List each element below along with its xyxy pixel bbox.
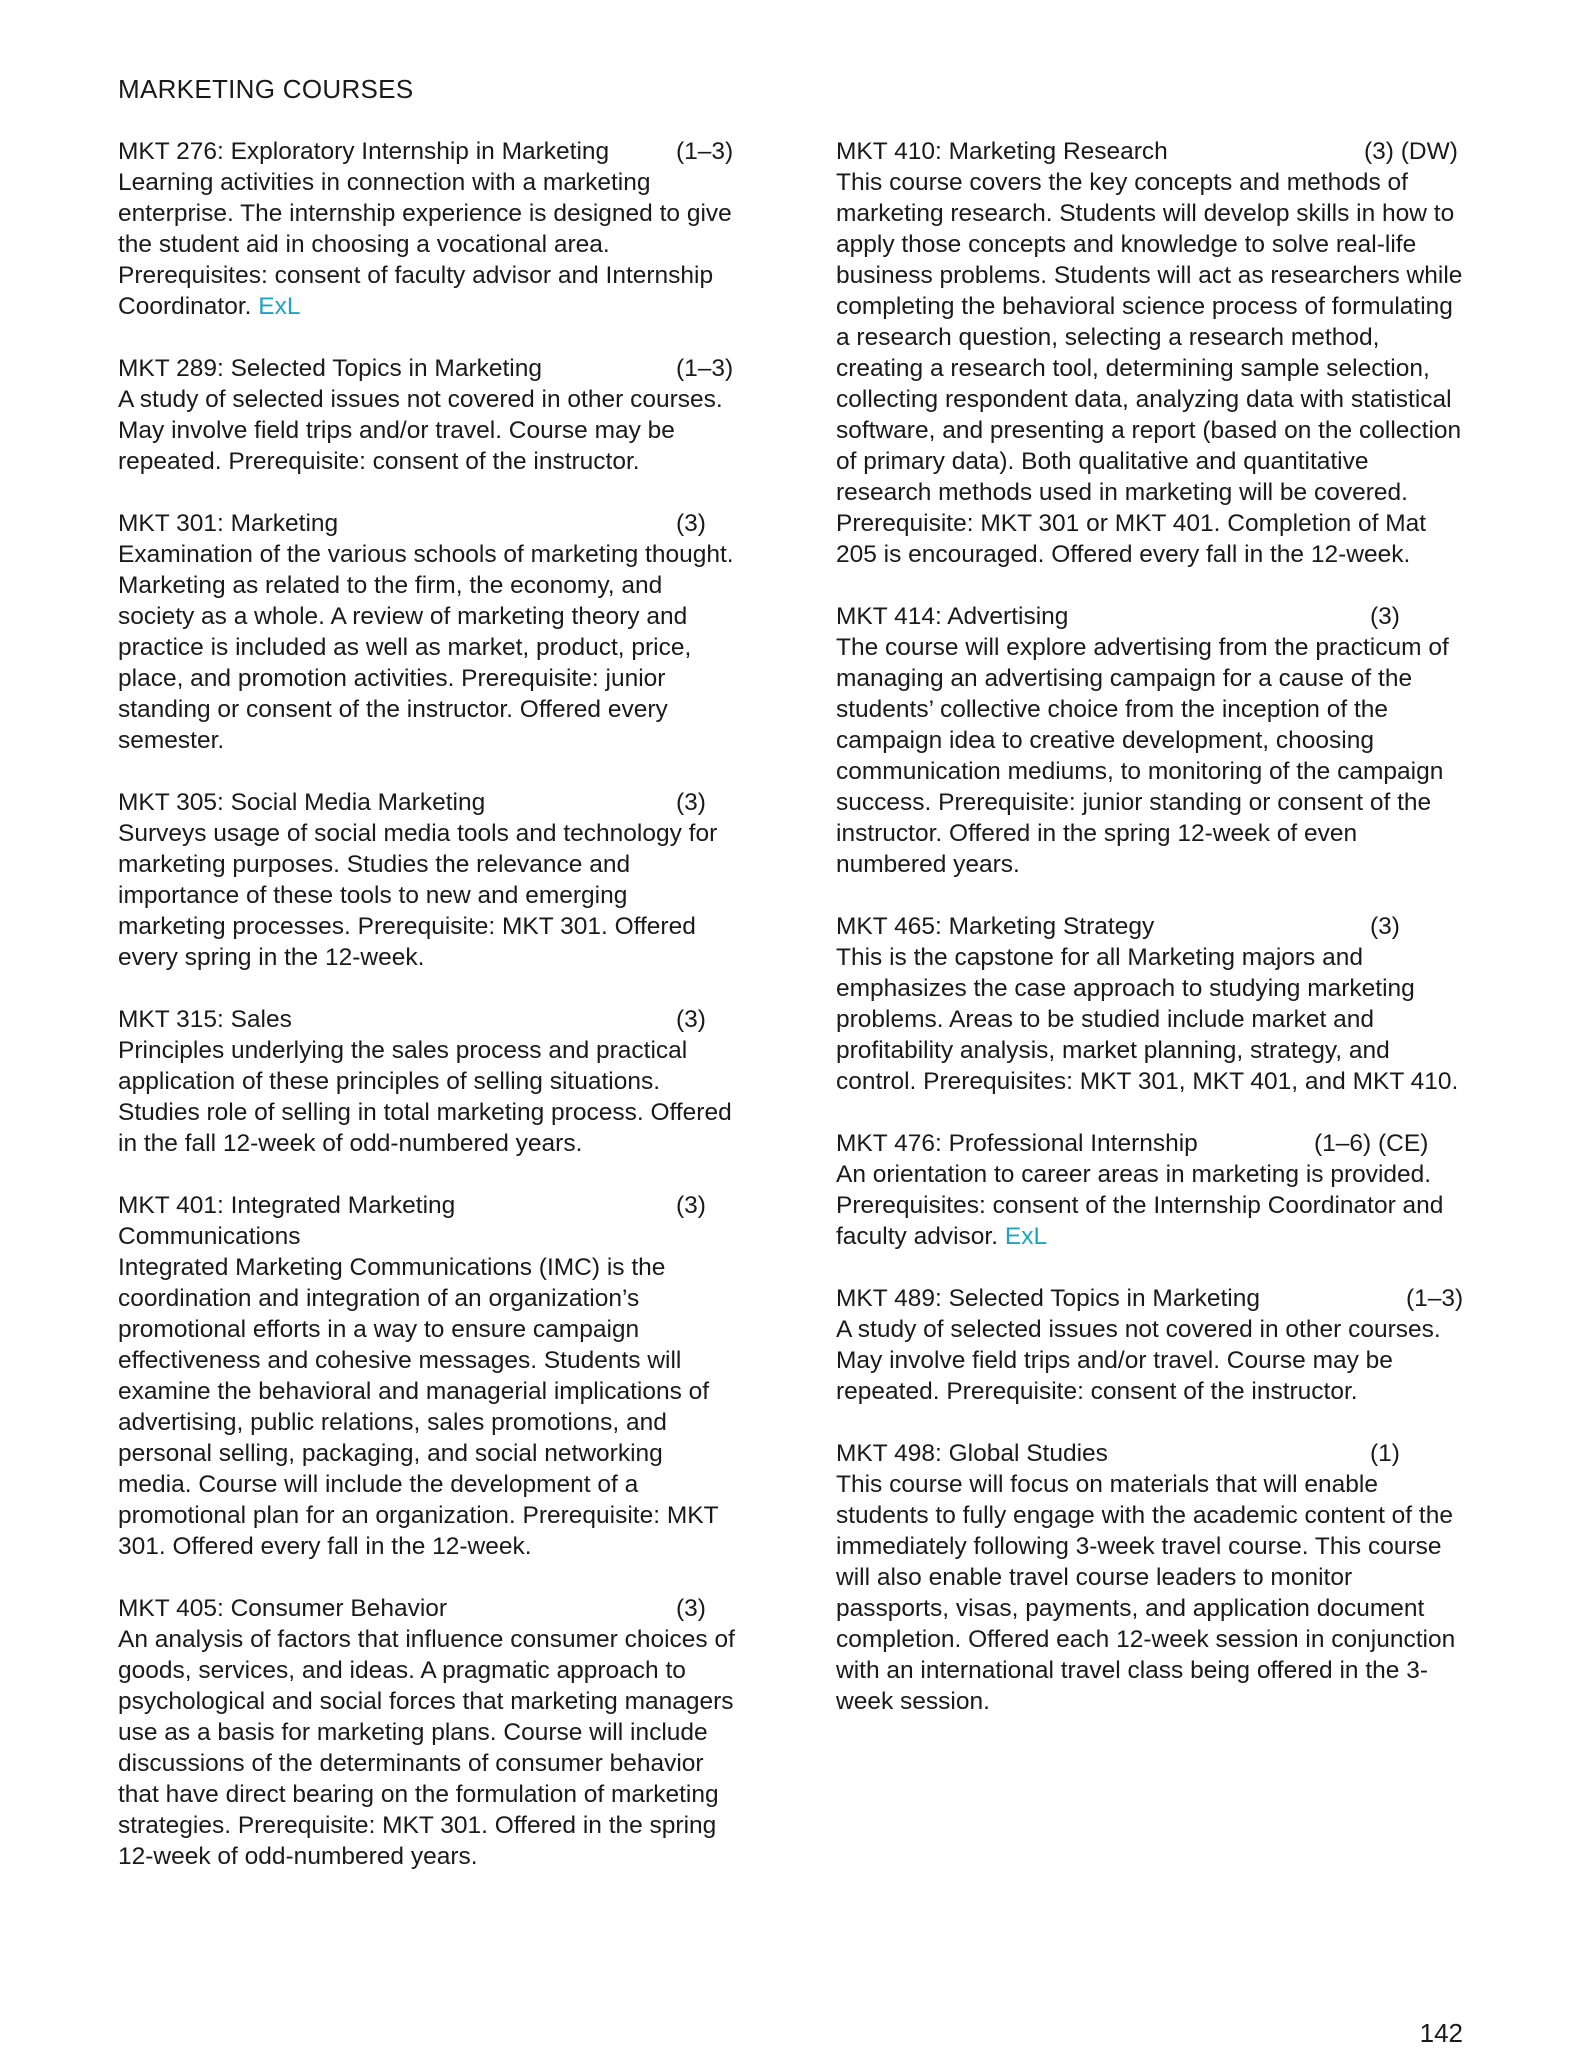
course-title: MKT 289: Selected Topics in Marketing [118, 355, 542, 382]
course-title: MKT 405: Consumer Behavior [118, 1595, 448, 1622]
experiential-learning-tag: ExL [1004, 1223, 1048, 1250]
course-description: This course will focus on materials that will enable students to fully engage with the academic content of the immediately following 3-week travel course. This course will also enable travel course leaders to monitor passports, visas, payments, and application document completion. Offered each 12-week session in conjunction with an international travel class being offered in the 3-week session. [836, 1471, 1456, 1715]
course-description: Integrated Marketing Communications (IMC) is the coordination and integration of an organization’s promotional efforts in a way to ensure campaign effectiveness and cohesive messages. Students will examine the behavioral and managerial implications of advertising, public relations, sales promotions, and personal selling, packaging, and social networking media. Course will include the development of a promotional plan for an organization. Prerequisite: MKT 301. Offered every fall in the 12-week. [118, 1254, 719, 1560]
course-credit: (3) [1370, 603, 1400, 630]
course-header [836, 1438, 1466, 1469]
course-header [836, 136, 1466, 167]
course-description: An analysis of factors that influence consumer choices of goods, services, and ideas. A pragmatic approach to psychological and social forces that marketing managers use as a basis for marketing plans. Course will include discussions of the determinants of consumer behavior that have direct bearing on the formulation of marketing strategies. Prerequisite: MKT 301. Offered in the spring 12-week of odd-numbered years. [118, 1626, 735, 1870]
course-title: MKT 476: Professional Internship [836, 1130, 1198, 1157]
course-credit: (3) (DW) [1364, 138, 1458, 165]
course-entry [118, 1004, 740, 1159]
page-heading: MARKETING COURSES [118, 74, 414, 104]
course-title: MKT 276: Exploratory Internship in Marketing [118, 138, 610, 165]
course-credit: (3) [676, 1192, 706, 1219]
course-title: MKT 301: Marketing [118, 510, 339, 537]
page-number: 142 [1419, 2018, 1463, 2048]
course-header [836, 1128, 1466, 1159]
course-entry [118, 353, 740, 477]
course-entry [118, 508, 740, 756]
course-description: A study of selected issues not covered in other courses. May involve field trips and/or travel. Course may be repeated. Prerequisite: consent of the instructor. [836, 1316, 1441, 1405]
course-title: MKT 414: Advertising [836, 603, 1069, 630]
course-credit: (3) [676, 1595, 706, 1622]
right-column [836, 136, 1466, 1748]
course-title-text: MKT 401: Integrated Marketing Communications [118, 1192, 456, 1250]
course-entry [118, 787, 740, 973]
course-credit: (3) [676, 1006, 706, 1033]
experiential-learning-tag: ExL [258, 293, 301, 320]
course-credit: (1) [1370, 1440, 1400, 1467]
course-entry [836, 911, 1466, 1097]
course-entry [836, 1128, 1466, 1252]
course-header [118, 1004, 740, 1035]
course-header [118, 1190, 740, 1252]
course-header [118, 787, 740, 818]
course-credit: (1–3) [676, 355, 734, 382]
course-header [118, 1593, 740, 1624]
course-description: Surveys usage of social media tools and technology for marketing purposes. Studies the relevance and importance of these tools to new and emerging marketing processes. Prerequisite: MKT 301. Offered every spring in the 12-week. [118, 820, 718, 971]
course-header [836, 911, 1466, 942]
course-description: This is the capstone for all Marketing majors and emphasizes the case approach to studying marketing problems. Areas to be studied include market and profitability analysis, market planning, strategy, and control. Prerequisites: MKT 301, MKT 401, and MKT 410. [836, 944, 1459, 1095]
course-header [118, 353, 740, 384]
course-header [836, 601, 1466, 632]
course-entry [836, 136, 1466, 570]
course-title: MKT 315: Sales [118, 1006, 292, 1033]
course-header [118, 136, 740, 167]
course-entry [836, 1438, 1466, 1717]
course-entry [836, 1283, 1466, 1407]
course-description: The course will explore advertising from the practicum of managing an advertising campaign for a cause of the students’ collective choice from the inception of the campaign idea to creative development, choosing communication mediums, to monitoring of the campaign success. Prerequisite: junior standing or consent of the instructor. Offered in the spring 12-week of even numbered years. [836, 634, 1449, 878]
course-credit: (3) [676, 510, 706, 537]
course-credit: (1–3) [1406, 1285, 1464, 1312]
course-credit: (3) [676, 789, 706, 816]
course-description: Principles underlying the sales process and practical application of these principles of selling situations. Studies role of selling in total marketing process. Offered in the fall 12-week of odd-numbered years. [118, 1037, 732, 1157]
course-entry [118, 1593, 740, 1872]
course-title: MKT 410: Marketing Research [836, 138, 1168, 165]
course-title: MKT 489: Selected Topics in Marketing [836, 1285, 1260, 1312]
course-title [118, 1190, 676, 1252]
course-entry [118, 1190, 740, 1562]
course-description-text: Learning activities in connection with a marketing enterprise. The internship experience is designed to give the student aid in choosing a vocational area. Prerequisites: consent of faculty advisor and Internship Coordinator. [118, 169, 732, 320]
course-description-text: An orientation to career areas in marketing is provided. Prerequisites: consent of the Internship Coordinator and faculty advisor. [836, 1161, 1444, 1250]
course-credit: (1–6) (CE) [1314, 1130, 1429, 1157]
course-description: This course covers the key concepts and methods of marketing research. Students will develop skills in how to apply those concepts and knowledge to solve real-life business problems. Students will act as researchers while completing the behavioral science process of formulating a research question, selecting a research method, creating a research tool, determining sample selection, collecting respondent data, analyzing data with statistical software, and presenting a report (based on the collection of primary data). Both qualitative and quantitative research methods used in marketing will be covered. Prerequisite: MKT 301 or MKT 401. Completion of Mat 205 is encouraged. Offered every fall in the 12-week. [836, 169, 1463, 568]
course-entry [118, 136, 740, 322]
course-header [118, 508, 740, 539]
course-description: Examination of the various schools of marketing thought. Marketing as related to the firm, the economy, and society as a whole. A review of marketing theory and practice is included as well as market, product, price, place, and promotion activities. Prerequisite: junior standing or consent of the instructor. Offered every semester. [118, 541, 734, 754]
course-title: MKT 305: Social Media Marketing [118, 789, 486, 816]
course-header [836, 1283, 1466, 1314]
course-description [118, 167, 740, 322]
left-column [118, 136, 740, 1903]
course-description [836, 1159, 1466, 1252]
course-entry [836, 601, 1466, 880]
course-title: MKT 498: Global Studies [836, 1440, 1108, 1467]
course-credit: (1–3) [676, 138, 734, 165]
course-credit: (3) [1370, 913, 1400, 940]
course-title: MKT 465: Marketing Strategy [836, 913, 1155, 940]
course-description: A study of selected issues not covered in other courses. May involve field trips and/or travel. Course may be repeated. Prerequisite: consent of the instructor. [118, 386, 723, 475]
